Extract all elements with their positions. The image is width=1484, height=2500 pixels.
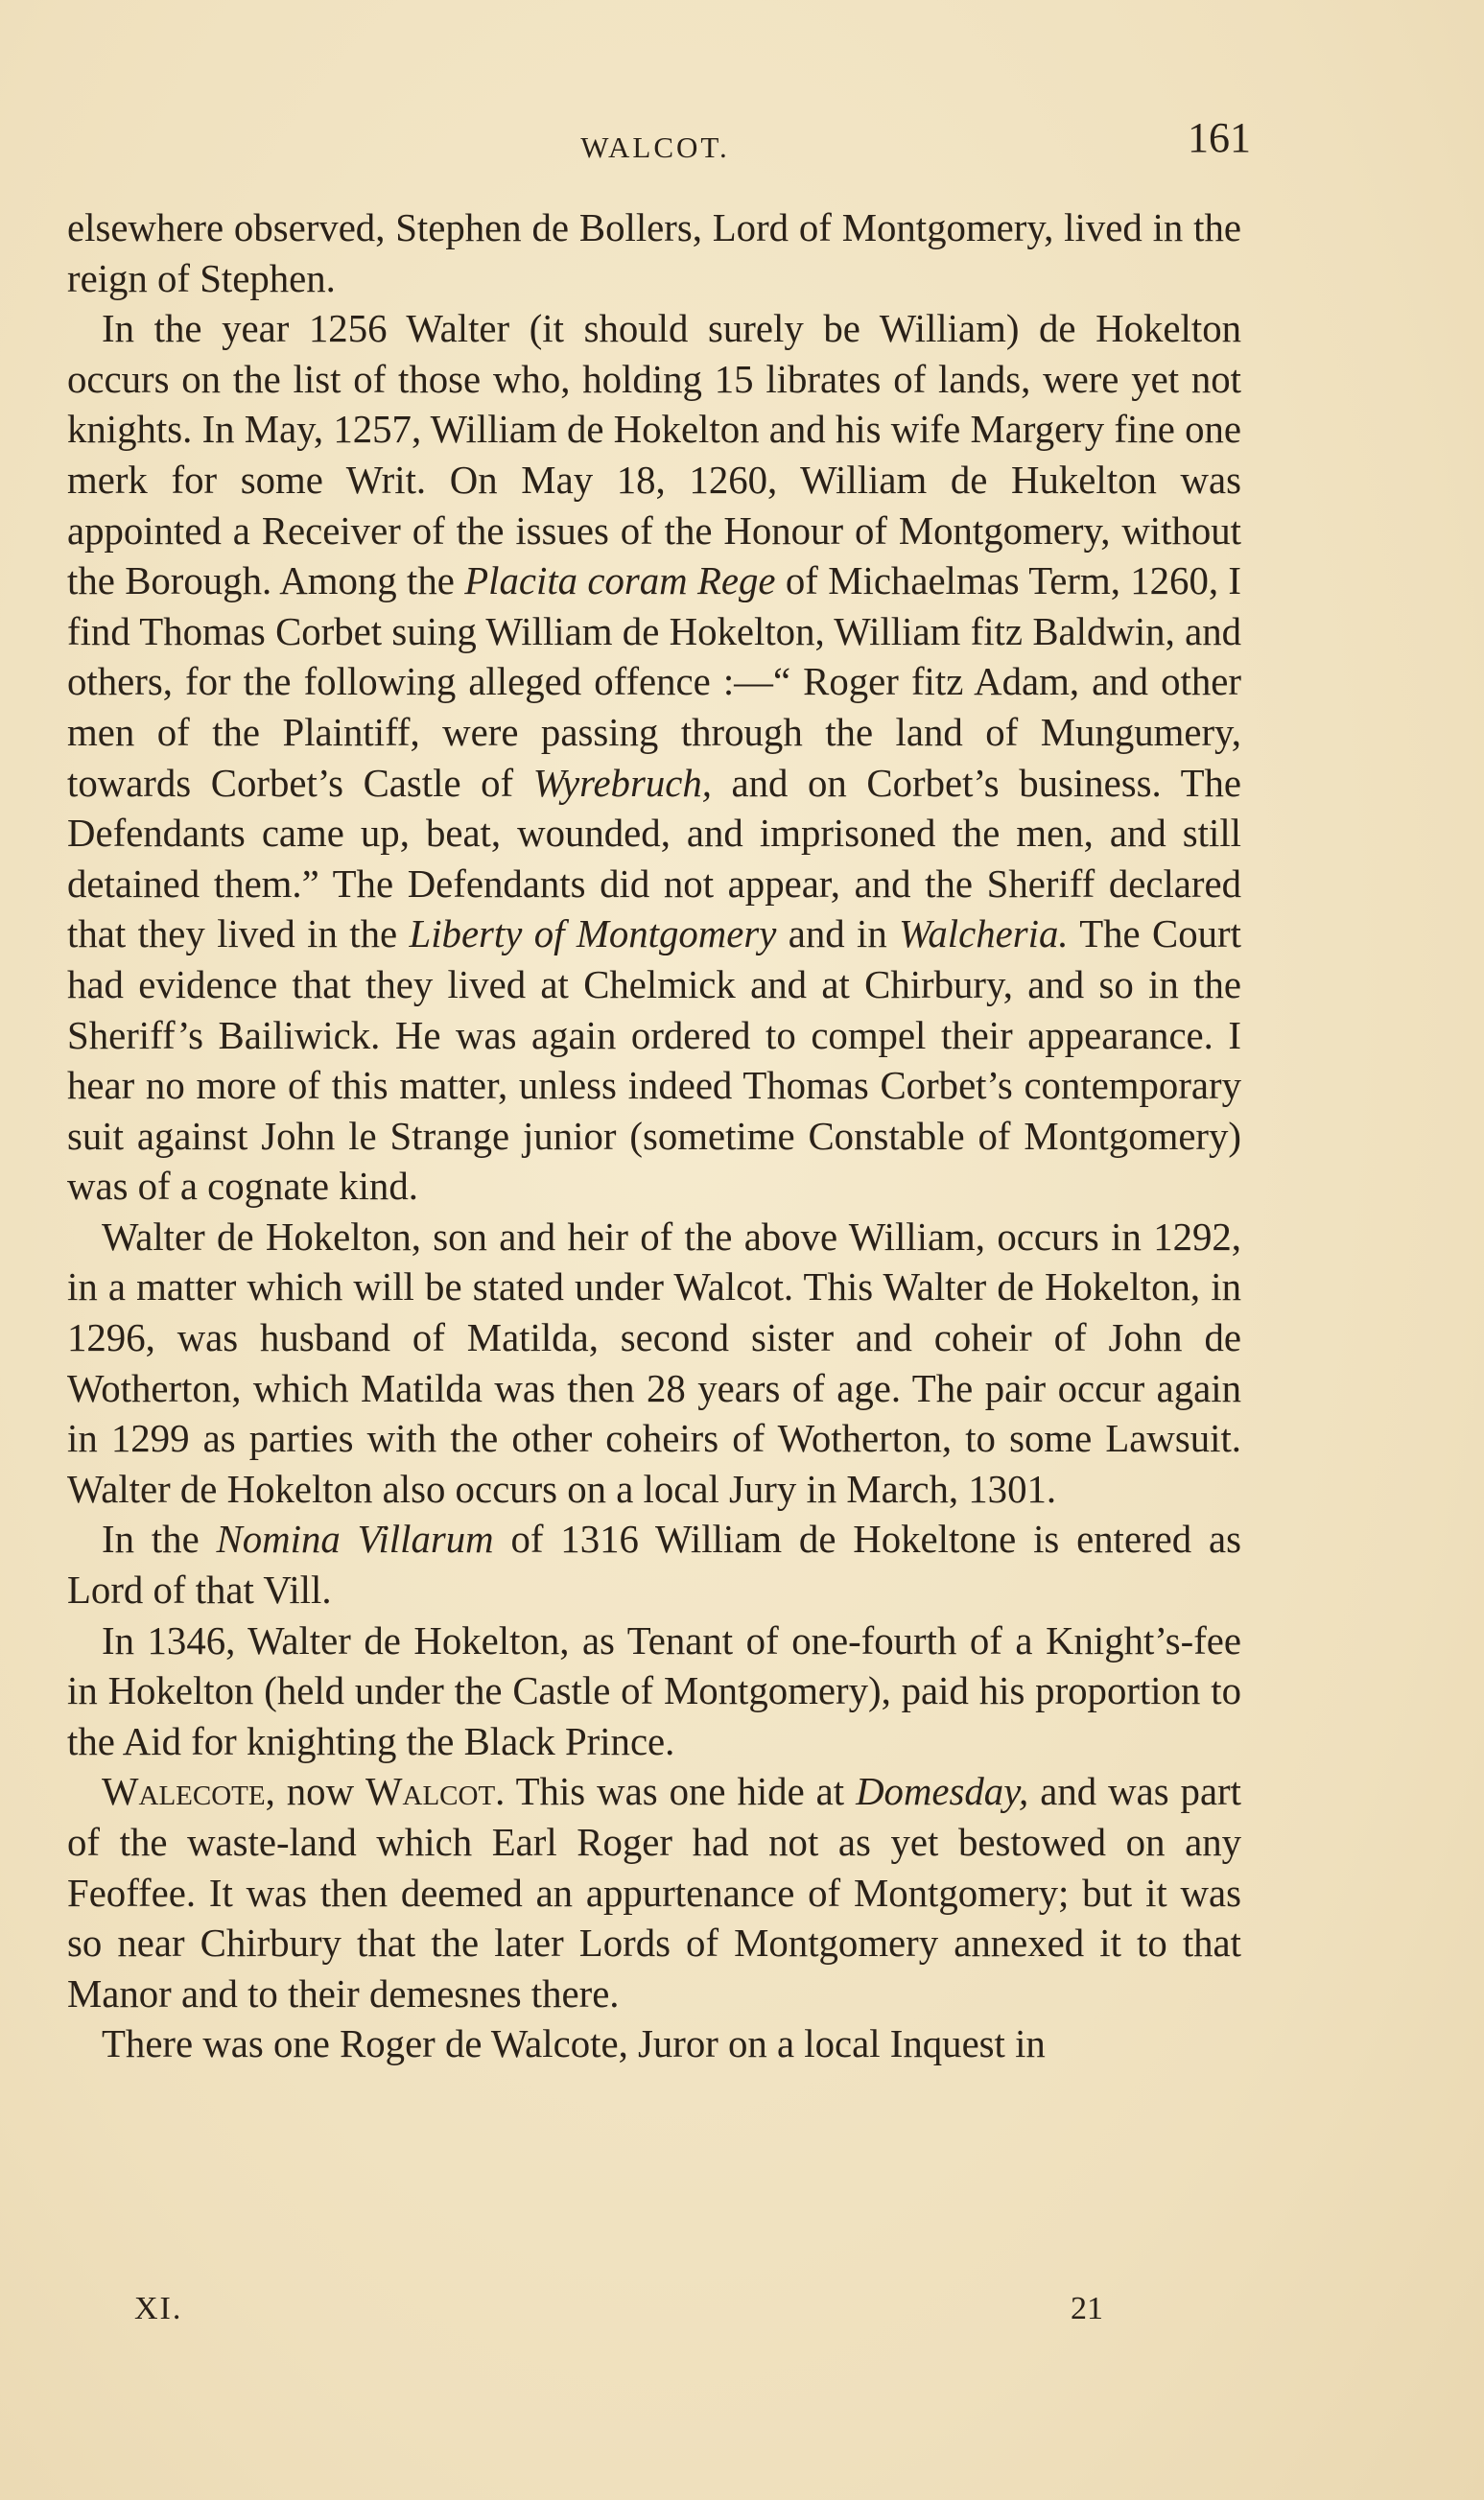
- running-head: [65, 113, 1251, 171]
- paragraph-6-smallcaps-walcot: Walcot.: [365, 1770, 506, 1814]
- paragraph-2-italic-walcheria: Walcheria.: [899, 912, 1069, 956]
- body-text: [67, 203, 1241, 2070]
- paragraph-4: [67, 1515, 1241, 1616]
- paragraph-2-text-e: and on Corbet’s business. The Defendants came up, beat, wounded, and imprisoned the men, and still detained them.” The Defendants did not appear, and the Sheriff declared that they lived in the: [67, 761, 1241, 956]
- paragraph-6-italic-domesday: Domesday,: [856, 1770, 1029, 1814]
- paragraph-2-italic-wyrebruch: Wyrebruch,: [532, 761, 712, 805]
- paragraph-4-text-c: of 1316 William de Hokeltone is entered as Lord of that Vill.: [67, 1518, 1241, 1613]
- paragraph-1: elsewhere observed, Stephen de Bollers, Lord of Montgomery, lived in the reign of Stephen.: [67, 206, 1241, 300]
- paragraph-2-text-g: and in: [776, 912, 900, 956]
- paragraph-2-italic-liberty: Liberty of Montgomery: [409, 912, 777, 956]
- paragraph-6-smallcaps-walecote: Walecote,: [102, 1770, 275, 1814]
- volume-mark: XI.: [134, 2291, 183, 2326]
- page-number: 161: [1188, 114, 1251, 161]
- paragraph-4-italic-nomina: Nomina Villarum: [216, 1518, 494, 1562]
- page-footer: [134, 2291, 1103, 2339]
- paragraph-2-text-c: of Michaelmas Term, 1260, I find Thomas Corbet suing William de Hokelton, William fitz Baldwin, and others, for the following alleged offence :—“ Roger fitz Adam, and other men of the Plaintiff, were passing through the land of Mungumery, towards Corbet’s Castle of: [67, 559, 1241, 805]
- paragraph-7: There was one Roger de Walcote, Juror on a local Inquest in: [102, 2022, 1046, 2066]
- paragraph-6-text-f: and was part of the waste-land which Earl Roger had not as yet bestowed on any Feoffee. It was then deemed an appurtenance of Montgomery; but it was so near Chirbury that the later Lords of Montgomery annexed it to that Manor and to their demesnes there.: [67, 1770, 1241, 2016]
- paragraph-6: [67, 1767, 1241, 2019]
- paragraph-4-text-a: In the: [102, 1518, 217, 1562]
- paragraph-5: In 1346, Walter de Hokelton, as Tenant of one-fourth of a Knight’s-fee in Hokelton (held under the Castle of Montgomery), paid his proportion to the Aid for knighting the Black Prince.: [67, 1618, 1241, 1763]
- signature-mark: 21: [1071, 2291, 1103, 2326]
- paragraph-2-italic-placita: Placita coram Rege: [464, 559, 776, 603]
- paragraph-3: Walter de Hokelton, son and heir of the above William, occurs in 1292, in a matter which will be stated under Walcot. This Walter de Hokelton, in 1296, was husband of Matilda, second sister and coheir of John de Wotherton, which Matilda was then 28 years of age. The pair occur again in 1299 as parties with the other coheirs of Wotherton, to some Lawsuit. Walter de Hokelton also occurs on a local Jury in March, 1301.: [67, 1215, 1241, 1511]
- paragraph-2: [67, 304, 1241, 1213]
- paragraph-6-text-b: now: [274, 1770, 366, 1814]
- paragraph-2-text-i: The Court had evidence that they lived at Chelmick and at Chirbury, and so in the Sheriff’s Bailiwick. He was again ordered to compel their appearance. I hear no more of this matter, unless indeed Thomas Corbet’s contemporary suit against John le Strange junior (sometime Constable of Montgomery) was of a cognate kind.: [67, 912, 1241, 1209]
- paragraph-2-text-a: In the year 1256 Walter (it should surely be William) de Hokelton occurs on the list of those who, holding 15 librates of lands, were yet not knights. In May, 1257, William de Hokelton and his wife Margery fine one merk for some Writ. On May 18, 1260, William de Hukelton was appointed a Receiver of the issues of the Honour of Montgomery, without the Borough. Among the: [67, 307, 1241, 603]
- paragraph-6-text-d: This was one hide at: [505, 1770, 857, 1814]
- running-head-title: WALCOT.: [580, 130, 730, 164]
